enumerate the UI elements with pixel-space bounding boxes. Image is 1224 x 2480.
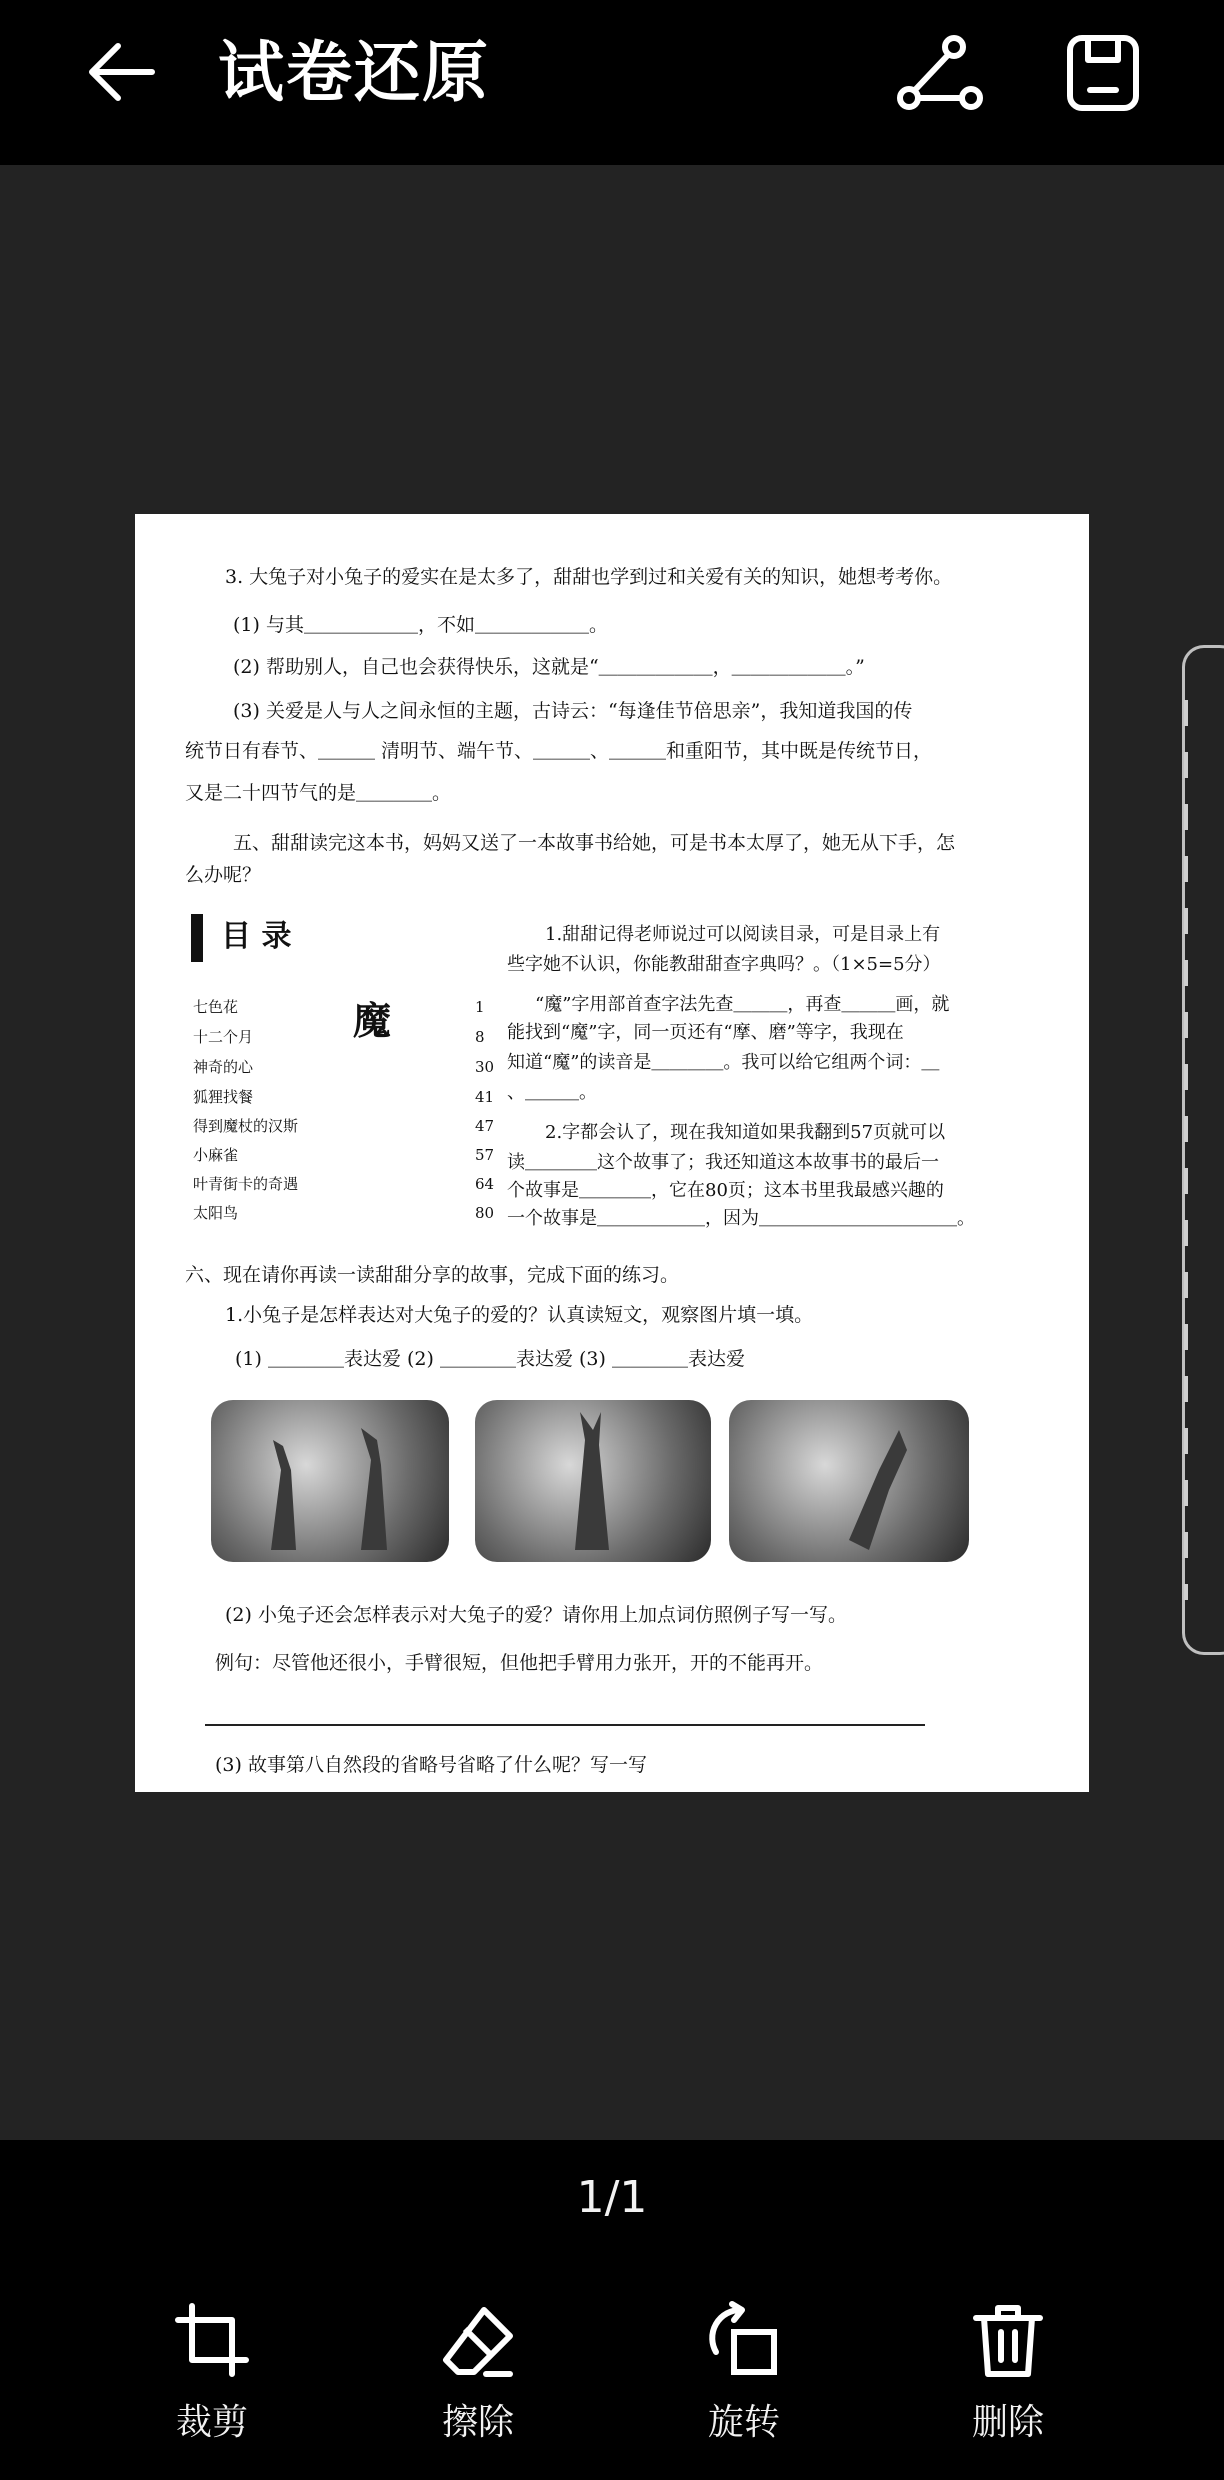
side-handle-dashes xyxy=(1184,700,1188,1600)
erase-button[interactable] xyxy=(398,2300,558,2445)
toc-item: 狐狸找餐 xyxy=(193,1088,254,1106)
crop-icon xyxy=(172,2300,252,2380)
toc-item: 叶青街卡的奇遇 xyxy=(193,1175,299,1193)
erase-label: 擦除 xyxy=(441,2402,514,2443)
doc-text: 3. 大兔子对小兔子的爱实在是太多了，甜甜也学到过和关爱有关的知识，她想考考你。 xyxy=(225,566,953,588)
top-app-bar xyxy=(0,0,1224,165)
doc-text: 读＿＿＿＿这个故事了；我还知道这本故事书的最后一 xyxy=(507,1152,939,1173)
toc-page: 30 xyxy=(475,1058,495,1076)
rotate-icon xyxy=(704,2300,784,2380)
doc-text: (3) 故事第八自然段的省略号省略了什么呢？写一写 xyxy=(215,1754,647,1776)
toc-page: 41 xyxy=(475,1088,495,1106)
answer-line xyxy=(205,1724,925,1726)
toc-marker xyxy=(191,914,203,962)
toc-item: 小麻雀 xyxy=(193,1146,239,1164)
delete-button[interactable] xyxy=(928,2300,1088,2445)
doc-text: 统节日有春节、＿＿＿ 清明节、端午节、＿＿＿、＿＿＿和重阳节，其中既是传统节日， xyxy=(185,740,933,762)
share-button[interactable] xyxy=(895,30,985,120)
trash-icon xyxy=(968,2300,1048,2380)
doc-text: 1.甜甜记得老师说过可以阅读目录，可是目录上有 xyxy=(545,924,941,945)
doc-text: 又是二十四节气的是＿＿＿＿。 xyxy=(185,782,452,804)
share-nodes-icon xyxy=(895,30,985,120)
toc-page: 64 xyxy=(475,1175,495,1193)
page-indicator: 1/1 xyxy=(576,2172,648,2223)
story-illustration xyxy=(475,1400,711,1562)
rotate-button[interactable] xyxy=(664,2300,824,2445)
toc-item: 得到魔杖的汉斯 xyxy=(193,1117,299,1135)
eraser-icon xyxy=(438,2300,518,2380)
doc-text: 、＿＿＿。 xyxy=(507,1082,597,1103)
doc-text: 么办呢？ xyxy=(185,864,262,886)
mo-character: 魔 xyxy=(353,998,392,1043)
doc-text: 知道“魔”的读音是＿＿＿＿。我可以给它组两个词：＿ xyxy=(507,1052,940,1073)
toc-page: 8 xyxy=(475,1028,485,1046)
doc-text: 一个故事是＿＿＿＿＿＿，因为＿＿＿＿＿＿＿＿＿＿＿。 xyxy=(507,1208,975,1229)
delete-label: 删除 xyxy=(971,2402,1044,2443)
toc-item: 神奇的心 xyxy=(193,1058,254,1076)
toc-item: 十二个月 xyxy=(193,1028,254,1046)
toc-page: 57 xyxy=(475,1146,495,1164)
toc-page: 1 xyxy=(475,998,485,1016)
rotate-label: 旋转 xyxy=(707,2402,780,2443)
toc-item: 太阳鸟 xyxy=(193,1204,239,1222)
doc-text: 六、现在请你再读一读甜甜分享的故事，完成下面的练习。 xyxy=(185,1264,680,1286)
side-drawer-handle[interactable] xyxy=(1182,645,1224,1655)
doc-text: 个故事是＿＿＿＿，它在80页；这本书里我最感兴趣的 xyxy=(507,1180,944,1201)
doc-text: 些字她不认识，你能教甜甜查字典吗？。（1×5=5分） xyxy=(507,954,941,975)
doc-text: 五、甜甜读完这本书，妈妈又送了一本故事书给她，可是书本太厚了，她无从下手，怎 xyxy=(233,832,956,854)
save-button[interactable] xyxy=(1060,30,1150,120)
crop-button[interactable] xyxy=(132,2300,292,2445)
toc-item: 七色花 xyxy=(193,998,239,1016)
story-illustration xyxy=(729,1400,969,1562)
document-page xyxy=(135,514,1089,1792)
page-title: 试卷还原 xyxy=(218,34,490,111)
doc-text: (2) 帮助别人，自己也会获得快乐，这就是“＿＿＿＿＿＿，＿＿＿＿＿＿。” xyxy=(233,656,865,678)
doc-text: 能找到“魔”字，同一页还有“摩、磨”等字，我现在 xyxy=(507,1022,904,1043)
doc-text: (1) ＿＿＿＿表达爱 (2) ＿＿＿＿表达爱 (3) ＿＿＿＿表达爱 xyxy=(235,1348,745,1370)
save-icon xyxy=(1060,30,1150,120)
doc-text: 例句：尽管他还很小，手臂很短，但他把手臂用力张开，开的不能再开。 xyxy=(215,1652,824,1674)
story-illustration xyxy=(211,1400,449,1562)
crop-label: 裁剪 xyxy=(175,2402,248,2443)
back-button[interactable] xyxy=(80,30,165,115)
doc-text: (2) 小兔子还会怎样表示对大兔子的爱？请你用上加点词仿照例子写一写。 xyxy=(225,1604,847,1626)
toc-page: 47 xyxy=(475,1117,495,1135)
arrow-left-icon xyxy=(80,30,165,115)
toc-title: 目 录 xyxy=(221,919,292,954)
doc-text: “魔”字用部首查字法先查＿＿＿，再查＿＿＿画，就 xyxy=(535,994,950,1015)
doc-text: 1.小兔子是怎样表达对大兔子的爱的？认真读短文，观察图片填一填。 xyxy=(225,1304,814,1326)
doc-text: (1) 与其＿＿＿＿＿＿，不如＿＿＿＿＿＿。 xyxy=(233,614,608,636)
doc-text: (3) 关爱是人与人之间永恒的主题，古诗云：“每逢佳节倍思亲”，我知道我国的传 xyxy=(233,700,913,722)
toc-page: 80 xyxy=(475,1204,495,1222)
doc-text: 2.字都会认了，现在我知道如果我翻到57页就可以 xyxy=(545,1122,946,1143)
